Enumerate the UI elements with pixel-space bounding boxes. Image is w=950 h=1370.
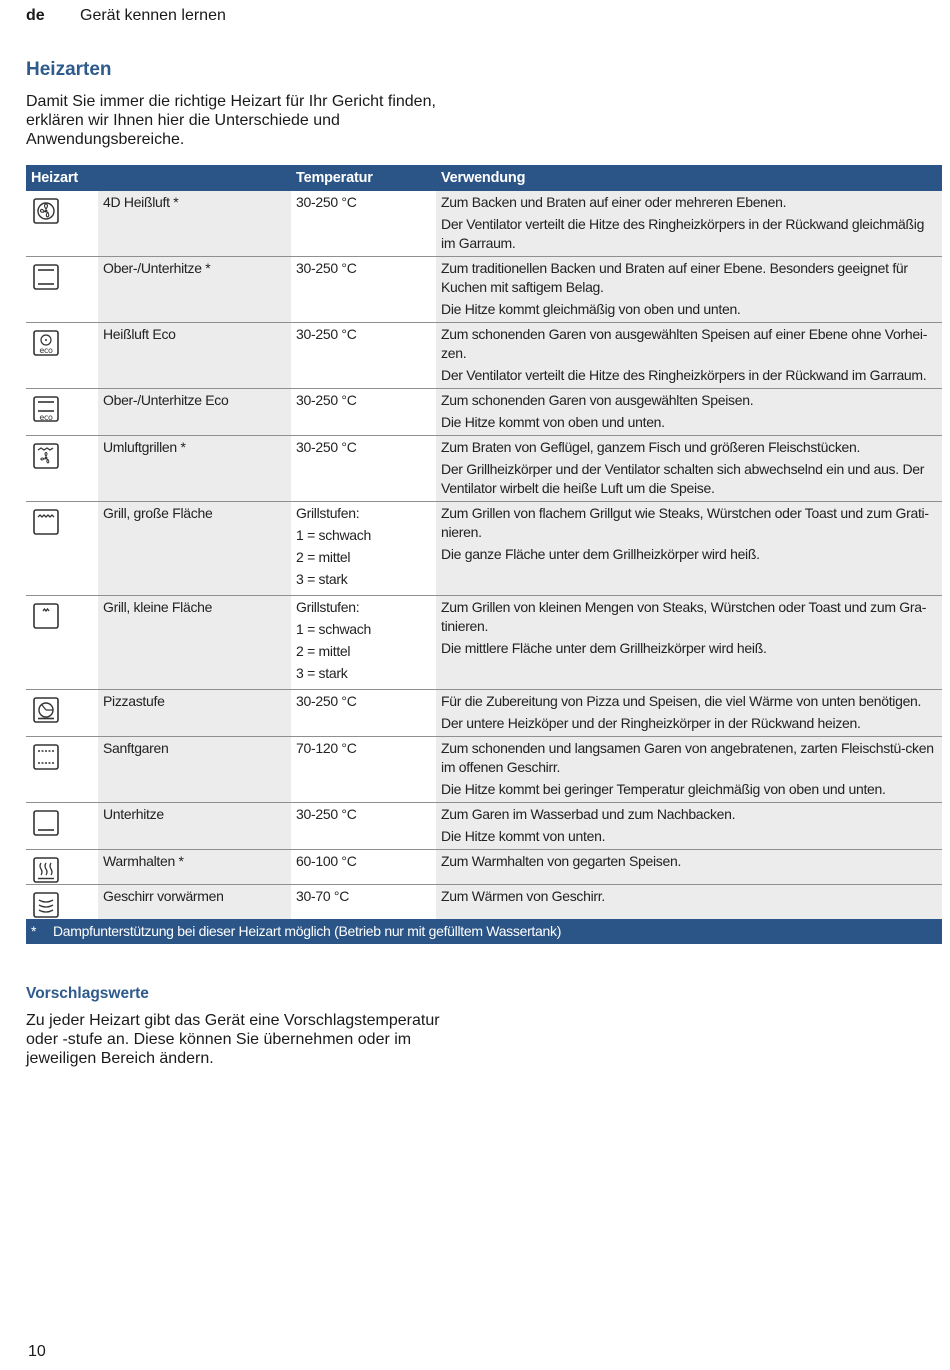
usage-cell	[436, 191, 942, 257]
heating-type-name: Heißluft Eco	[98, 323, 291, 389]
usage-text: Der Ventilator verteilt die Hitze des Ringheizkörpers in der Rückwand im Garraum.	[441, 367, 927, 383]
keep-warm-icon	[32, 856, 60, 884]
col-header-heating-type: Heizart	[26, 165, 291, 191]
temperature-cell	[291, 690, 436, 737]
temperature-value: 60-100 °C	[296, 853, 357, 869]
heating-type-icon-cell	[26, 803, 98, 850]
footnote-row	[26, 919, 942, 944]
usage-text: Die mittlere Fläche unter dem Grillheizkörper wird heiß.	[441, 640, 767, 656]
usage-cell	[436, 803, 942, 850]
heating-type-icon-cell	[26, 436, 98, 502]
temperature-value: 30-250 °C	[296, 693, 357, 709]
table-row	[26, 803, 942, 850]
preheat-dishes-icon	[32, 891, 60, 919]
temperature-cell	[291, 502, 436, 596]
usage-text: Zum Warmhalten von gegarten Speisen.	[441, 853, 682, 869]
heating-type-icon-cell	[26, 885, 98, 920]
temperature-value: 3 = stark	[296, 665, 348, 681]
temperature-cell	[291, 323, 436, 389]
heating-type-icon-cell	[26, 502, 98, 596]
pizza-setting-icon	[32, 696, 60, 724]
usage-text: Die Hitze kommt von unten.	[441, 828, 606, 844]
heating-type-icon-cell	[26, 690, 98, 737]
temperature-cell	[291, 389, 436, 436]
slow-cook-icon	[32, 743, 60, 771]
usage-text: Die ganze Fläche unter dem Grillheizkörper wird heiß.	[441, 546, 760, 562]
table-row	[26, 257, 942, 323]
page-title: Heizarten	[26, 59, 112, 80]
heating-type-name: Grill, kleine Fläche	[98, 596, 291, 690]
usage-text: Zum Grillen von flachem Grillgut wie Steaks, Würstchen oder Toast und zum Grati-nieren.	[441, 505, 929, 540]
temperature-value: Grillstufen:	[296, 505, 360, 521]
table-row	[26, 323, 942, 389]
footnote-mark: *	[31, 923, 37, 939]
usage-text: Der Ventilator verteilt die Hitze des Ringheizkörpers in der Rückwand gleichmäßig im Garraum.	[441, 216, 925, 251]
section-title: Gerät kennen lernen	[80, 7, 226, 24]
temperature-value: 30-250 °C	[296, 806, 357, 822]
4d-hot-air-icon	[32, 197, 60, 225]
heating-type-name: Geschirr vorwärmen	[98, 885, 291, 920]
heating-type-name: 4D Heißluft *	[98, 191, 291, 257]
heating-type-name: Sanftgaren	[98, 737, 291, 803]
grill-small-area-icon	[32, 602, 60, 630]
usage-text: Zum Grillen von kleinen Mengen von Steaks, Würstchen oder Toast und zum Gra-tinieren.	[441, 599, 927, 634]
usage-text: Zum traditionellen Backen und Braten auf einer Ebene. Besonders geeignet für Kuchen mit saftigem Belag.	[441, 260, 908, 295]
usage-cell	[436, 885, 942, 920]
table-row	[26, 596, 942, 690]
top-bottom-heat-eco-icon	[32, 395, 60, 423]
usage-text: Für die Zubereitung von Pizza und Speisen, die viel Wärme von unten benötigen.	[441, 693, 922, 709]
top-bottom-heat-icon	[32, 263, 60, 291]
usage-cell	[436, 257, 942, 323]
temperature-value: 30-250 °C	[296, 439, 357, 455]
air-grill-icon	[32, 442, 60, 470]
temperature-cell	[291, 850, 436, 885]
heating-type-icon-cell	[26, 850, 98, 885]
heating-type-icon-cell	[26, 191, 98, 257]
intro-paragraph: Damit Sie immer die richtige Heizart für Ihr Gericht finden, erklären wir Ihnen hier die Unterschiede und Anwendungsbereiche.	[26, 93, 436, 148]
table-row	[26, 389, 942, 436]
table-row	[26, 737, 942, 803]
temperature-value: 2 = mittel	[296, 643, 351, 659]
heating-type-icon-cell	[26, 323, 98, 389]
footnote	[26, 919, 942, 944]
usage-cell	[436, 596, 942, 690]
usage-cell	[436, 502, 942, 596]
usage-text: Der Grillheizkörper und der Ventilator schalten sich abwechselnd ein und aus. Der Ventilator wirbelt die heiße Luft um die Speise.	[441, 461, 925, 496]
suggested-values-paragraph: Zu jeder Heizart gibt das Gerät eine Vorschlagstemperatur oder -stufe an. Diese können Sie übernehmen oder im jeweiligen Bereich ändern.	[26, 1012, 440, 1067]
temperature-value: 30-250 °C	[296, 194, 357, 210]
heating-type-name: Umluftgrillen *	[98, 436, 291, 502]
temperature-cell	[291, 257, 436, 323]
temperature-cell	[291, 436, 436, 502]
language-code: de	[26, 7, 45, 24]
col-header-usage: Verwendung	[436, 165, 942, 191]
temperature-cell	[291, 191, 436, 257]
table-row	[26, 850, 942, 885]
grill-large-area-icon	[32, 508, 60, 536]
temperature-value: 30-70 °C	[296, 888, 350, 904]
temperature-value: 30-250 °C	[296, 392, 357, 408]
usage-cell	[436, 690, 942, 737]
temperature-cell	[291, 803, 436, 850]
temperature-value: 70-120 °C	[296, 740, 357, 756]
usage-text: Zum Braten von Geflügel, ganzem Fisch und größeren Fleischstücken.	[441, 439, 861, 455]
section-subtitle: Vorschlagswerte	[26, 985, 149, 1002]
usage-cell	[436, 389, 942, 436]
usage-text: Zum Backen und Braten auf einer oder mehreren Ebenen.	[441, 194, 787, 210]
temperature-cell	[291, 596, 436, 690]
col-header-temperature: Temperatur	[291, 165, 436, 191]
table-row	[26, 885, 942, 920]
page-header	[26, 7, 226, 25]
temperature-cell	[291, 885, 436, 920]
footnote-text: Dampfunterstützung bei dieser Heizart möglich (Betrieb nur mit gefülltem Wassertank)	[53, 923, 562, 939]
heating-type-icon-cell	[26, 257, 98, 323]
heating-type-name: Grill, große Fläche	[98, 502, 291, 596]
temperature-value: 3 = stark	[296, 571, 348, 587]
table-header-row	[26, 165, 942, 191]
usage-text: Die Hitze kommt gleichmäßig von oben und unten.	[441, 301, 741, 317]
usage-text: Zum schonenden Garen von ausgewählten Speisen.	[441, 392, 754, 408]
usage-text: Die Hitze kommt bei geringer Temperatur gleichmäßig von oben und unten.	[441, 781, 886, 797]
svg-text:eco: eco	[39, 413, 53, 422]
svg-text:eco: eco	[39, 346, 53, 355]
temperature-cell	[291, 737, 436, 803]
table-row	[26, 690, 942, 737]
temperature-value: Grillstufen:	[296, 599, 360, 615]
temperature-value: 1 = schwach	[296, 527, 371, 543]
heating-type-name: Ober-/Unterhitze Eco	[98, 389, 291, 436]
usage-cell	[436, 436, 942, 502]
table-row	[26, 191, 942, 257]
heating-type-icon-cell	[26, 596, 98, 690]
usage-text: Zum schonenden und langsamen Garen von angebratenen, zarten Fleischstü-cken im offenen Geschirr.	[441, 740, 934, 775]
table-row	[26, 436, 942, 502]
usage-text: Die Hitze kommt von oben und unten.	[441, 414, 665, 430]
heating-type-name: Pizzastufe	[98, 690, 291, 737]
page-number: 10	[28, 1343, 46, 1360]
usage-cell	[436, 850, 942, 885]
heating-type-name: Unterhitze	[98, 803, 291, 850]
usage-text: Zum Wärmen von Geschirr.	[441, 888, 605, 904]
heating-types-table	[26, 165, 942, 944]
heating-type-icon-cell	[26, 737, 98, 803]
heating-type-name: Ober-/Unterhitze *	[98, 257, 291, 323]
hot-air-eco-icon	[32, 329, 60, 357]
usage-cell	[436, 737, 942, 803]
usage-text: Zum Garen im Wasserbad und zum Nachbacken.	[441, 806, 736, 822]
bottom-heat-icon	[32, 809, 60, 837]
table-row	[26, 502, 942, 596]
usage-text: Zum schonenden Garen von ausgewählten Speisen auf einer Ebene ohne Vorhei-zen.	[441, 326, 928, 361]
heating-type-name: Warmhalten *	[98, 850, 291, 885]
temperature-value: 1 = schwach	[296, 621, 371, 637]
temperature-value: 30-250 °C	[296, 326, 357, 342]
temperature-value: 2 = mittel	[296, 549, 351, 565]
usage-text: Der untere Heizköper und der Ringheizkörper in der Rückwand heizen.	[441, 715, 861, 731]
heating-type-icon-cell	[26, 389, 98, 436]
temperature-value: 30-250 °C	[296, 260, 357, 276]
usage-cell	[436, 323, 942, 389]
